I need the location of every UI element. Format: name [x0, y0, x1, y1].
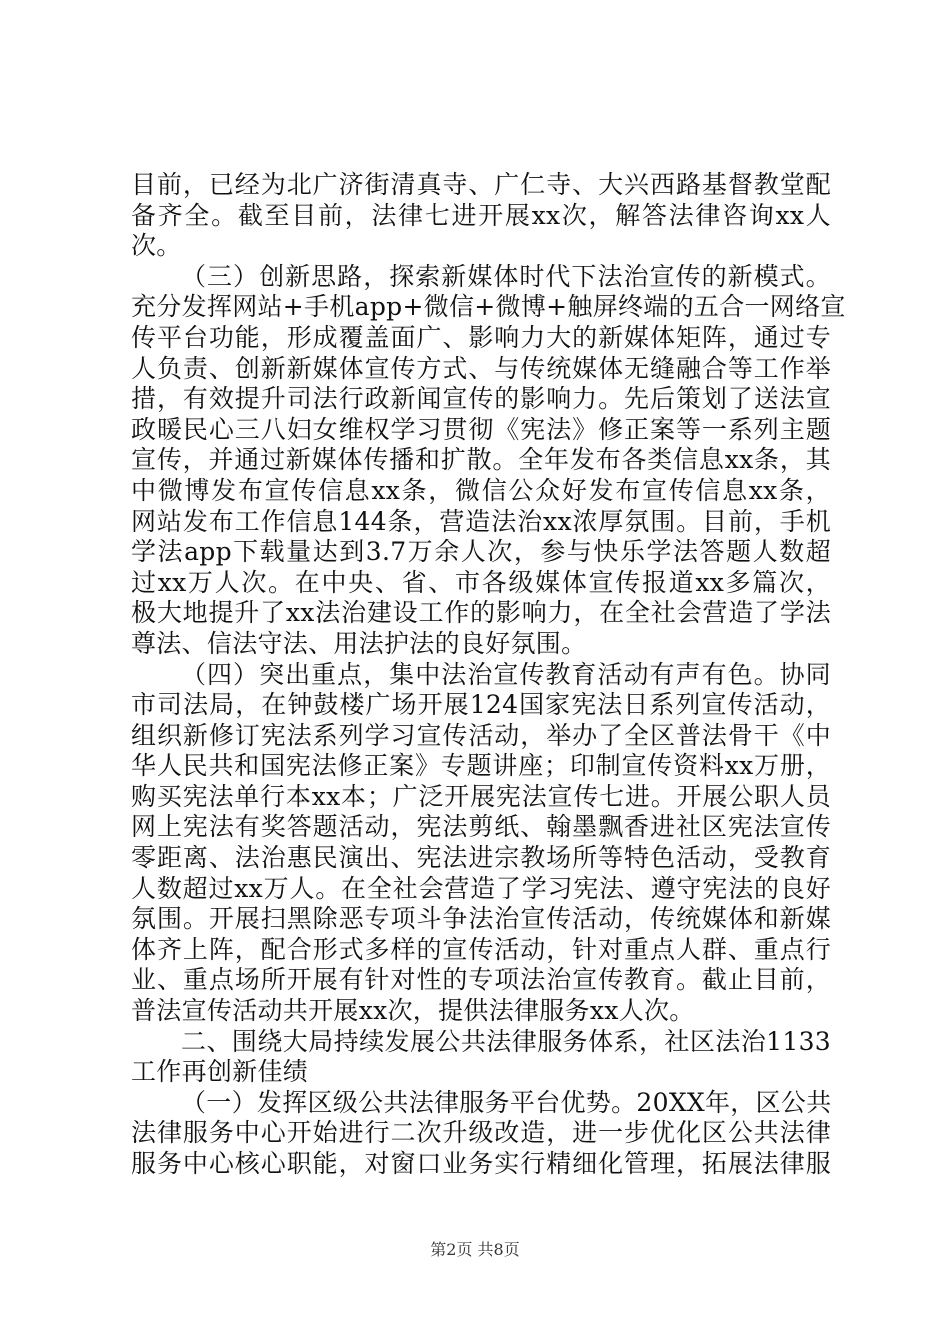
text-line: 充分发挥网站+手机app+微信+微博+触屏终端的五合一网络宣	[131, 292, 846, 322]
text-line: 零距离、法治惠民演出、宪法进宗教场所等特色活动，受教育	[131, 843, 831, 873]
text-line: 二、围绕大局持续发展公共法律服务体系，社区法治1133	[181, 1026, 831, 1056]
text-line: 人负责、创新新媒体宣传方式、与传统媒体无缝融合等工作举	[131, 353, 831, 383]
page-footer: 第2页 共8页	[430, 1240, 520, 1259]
text-line: （一）发挥区级公共法律服务平台优势。20XX年，区公共	[181, 1087, 832, 1117]
text-line: 目前，已经为北广济街清真寺、广仁寺、大兴西路基督教堂配	[131, 170, 831, 199]
text-line: 传平台功能，形成覆盖面广、影响力大的新媒体矩阵，通过专	[131, 322, 831, 352]
text-line: 中微博发布宣传信息xx条，微信公众好发布宣传信息xx条，	[131, 475, 831, 505]
text-line: 极大地提升了xx法治建设工作的影响力，在全社会营造了学法	[131, 598, 831, 628]
text-line: 人数超过xx万人。在全社会营造了学习宪法、遵守宪法的良好	[131, 873, 831, 903]
text-line: 服务中心核心职能，对窗口业务实行精细化管理，拓展法律服	[131, 1149, 831, 1178]
text-line: （三）创新思路，探索新媒体时代下法治宣传的新模式。	[181, 261, 831, 291]
text-line: 法律服务中心开始进行二次升级改造，进一步优化区公共法律	[131, 1118, 831, 1148]
text-line: 工作再创新佳绩	[131, 1057, 309, 1087]
text-line: 政暖民心三八妇女维权学习贯彻《宪法》修正案等一系列主题	[131, 414, 831, 444]
text-line: 氛围。开展扫黑除恶专项斗争法治宣传活动，传统媒体和新媒	[131, 904, 831, 934]
text-line: 过xx万人次。在中央、省、市各级媒体宣传报道xx多篇次，	[131, 567, 831, 597]
text-line: 宣传，并通过新媒体传播和扩散。全年发布各类信息xx条，其	[131, 445, 831, 475]
text-line: （四）突出重点，集中法治宣传教育活动有声有色。协同	[181, 659, 831, 689]
text-line: 组织新修订宪法系列学习宣传活动，举办了全区普法骨干《中	[131, 720, 831, 750]
document-body	[131, 170, 846, 1180]
text-line: 网上宪法有奖答题活动，宪法剪纸、翰墨飘香进社区宪法宣传	[131, 812, 831, 842]
text-line: 学法app下载量达到3.7万余人次，参与快乐学法答题人数超	[131, 537, 831, 567]
text-line: 华人民共和国宪法修正案》专题讲座；印制宣传资料xx万册，	[131, 751, 831, 781]
text-line: 尊法、信法守法、用法护法的良好氛围。	[131, 628, 587, 658]
text-line: 购买宪法单行本xx本；广泛开展宪法宣传七进。开展公职人员	[131, 781, 831, 811]
text-line: 次。	[131, 231, 182, 261]
text-line: 市司法局，在钟鼓楼广场开展124国家宪法日系列宣传活动，	[131, 690, 831, 720]
text-line: 普法宣传活动共开展xx次，提供法律服务xx人次。	[131, 996, 695, 1026]
text-line: 措，有效提升司法行政新闻宣传的影响力。先后策划了送法宣	[131, 384, 831, 414]
text-line: 备齐全。截至目前，法律七进开展xx次，解答法律咨询xx人	[131, 200, 831, 230]
text-line: 网站发布工作信息144条，营造法治xx浓厚氛围。目前，手机	[131, 506, 831, 536]
text-line: 体齐上阵，配合形式多样的宣传活动，针对重点人群、重点行	[131, 934, 831, 964]
text-line: 业、重点场所开展有针对性的专项法治宣传教育。截止目前，	[131, 965, 831, 995]
